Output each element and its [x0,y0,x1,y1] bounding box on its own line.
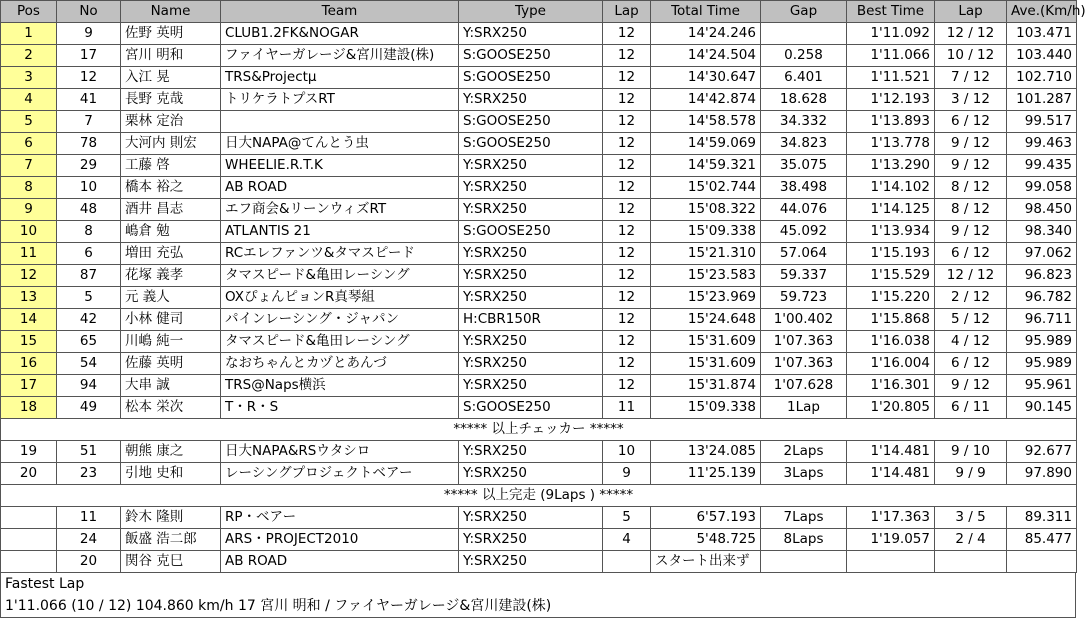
cell-ave: 96.711 [1007,309,1077,331]
cell-total: 14'59.321 [651,155,761,177]
cell-ave: 99.463 [1007,133,1077,155]
cell-ave: 102.710 [1007,67,1077,89]
cell-best: 1'13.778 [847,133,935,155]
cell-no: 65 [57,331,121,353]
cell-blap: 6 / 12 [935,111,1007,133]
cell-no: 5 [57,287,121,309]
cell-no: 24 [57,529,121,551]
cell-team: AB ROAD [221,177,459,199]
cell-no: 94 [57,375,121,397]
cell-ave: 95.961 [1007,375,1077,397]
cell-name: 佐藤 英明 [121,353,221,375]
cell-best: 1'15.193 [847,243,935,265]
cell-lap: 12 [603,287,651,309]
cell-total: 15'21.310 [651,243,761,265]
column-header: Name [121,1,221,23]
cell-pos: 19 [1,441,57,463]
cell-blap: 9 / 12 [935,155,1007,177]
cell-type: Y:SRX250 [459,331,603,353]
table-row [1,265,1077,287]
table-row [1,89,1077,111]
cell-type: Y:SRX250 [459,463,603,485]
cell-team: 日大NAPA@てんとう虫 [221,133,459,155]
cell-best: 1'19.057 [847,529,935,551]
cell-ave: 103.471 [1007,23,1077,45]
cell-blap: 9 / 12 [935,133,1007,155]
cell-name: 長野 克哉 [121,89,221,111]
cell-pos: 18 [1,397,57,419]
cell-pos: 2 [1,45,57,67]
cell-total: 13'24.085 [651,441,761,463]
cell-lap: 12 [603,23,651,45]
cell-team [221,111,459,133]
table-row [1,309,1077,331]
cell-pos: 8 [1,177,57,199]
cell-ave: 101.287 [1007,89,1077,111]
cell-best: 1'20.805 [847,397,935,419]
cell-blap [935,551,1007,573]
cell-pos [1,551,57,573]
cell-name: 朝熊 康之 [121,441,221,463]
cell-team: OXぴょんピョンR真琴組 [221,287,459,309]
cell-gap: 3Laps [761,463,847,485]
cell-pos: 10 [1,221,57,243]
cell-no: 11 [57,507,121,529]
cell-type: Y:SRX250 [459,23,603,45]
cell-ave: 103.440 [1007,45,1077,67]
cell-no: 9 [57,23,121,45]
cell-lap: 12 [603,309,651,331]
cell-blap: 3 / 5 [935,507,1007,529]
cell-no: 20 [57,551,121,573]
cell-lap: 12 [603,45,651,67]
cell-ave: 95.989 [1007,353,1077,375]
cell-type: S:GOOSE250 [459,45,603,67]
cell-blap: 9 / 9 [935,463,1007,485]
cell-total: 14'59.069 [651,133,761,155]
cell-no: 42 [57,309,121,331]
cell-ave: 97.062 [1007,243,1077,265]
cell-total: 15'09.338 [651,397,761,419]
cell-team: トリケラトプスRT [221,89,459,111]
cell-best: 1'17.363 [847,507,935,529]
cell-total: 11'25.139 [651,463,761,485]
cell-pos: 17 [1,375,57,397]
cell-gap: 1'00.402 [761,309,847,331]
column-header: No [57,1,121,23]
cell-name: 橋本 裕之 [121,177,221,199]
cell-gap: 6.401 [761,67,847,89]
cell-total: 14'58.578 [651,111,761,133]
cell-name: 入江 晃 [121,67,221,89]
table-row [1,67,1077,89]
table-row [1,507,1077,529]
cell-type: Y:SRX250 [459,375,603,397]
cell-total: 15'24.648 [651,309,761,331]
cell-no: 10 [57,177,121,199]
cell-gap: 18.628 [761,89,847,111]
cell-name: 栗林 定治 [121,111,221,133]
cell-name: 佐野 英明 [121,23,221,45]
cell-name: 花塚 義孝 [121,265,221,287]
cell-type: Y:SRX250 [459,243,603,265]
cell-lap: 12 [603,111,651,133]
cell-best: 1'11.066 [847,45,935,67]
cell-blap: 2 / 4 [935,529,1007,551]
cell-lap: 12 [603,265,651,287]
cell-blap: 12 / 12 [935,23,1007,45]
cell-pos: 3 [1,67,57,89]
cell-total: 15'31.874 [651,375,761,397]
cell-type: H:CBR150R [459,309,603,331]
cell-team: 日大NAPA&RSウタシロ [221,441,459,463]
separator-row [1,419,1077,441]
cell-blap: 8 / 12 [935,177,1007,199]
cell-gap: 1Lap [761,397,847,419]
cell-blap: 12 / 12 [935,265,1007,287]
cell-ave: 98.340 [1007,221,1077,243]
cell-blap: 5 / 12 [935,309,1007,331]
column-header: Type [459,1,603,23]
cell-gap: 38.498 [761,177,847,199]
cell-no: 17 [57,45,121,67]
table-row [1,177,1077,199]
cell-total: 14'30.647 [651,67,761,89]
cell-blap: 3 / 12 [935,89,1007,111]
cell-ave: 92.677 [1007,441,1077,463]
cell-gap [761,23,847,45]
cell-no: 87 [57,265,121,287]
cell-pos: 5 [1,111,57,133]
cell-no: 49 [57,397,121,419]
cell-type: Y:SRX250 [459,177,603,199]
cell-best: 1'12.193 [847,89,935,111]
cell-name: 大串 誠 [121,375,221,397]
cell-total: 15'31.609 [651,331,761,353]
cell-name: 宮川 明和 [121,45,221,67]
cell-ave: 96.782 [1007,287,1077,309]
cell-type: Y:SRX250 [459,155,603,177]
cell-no: 54 [57,353,121,375]
cell-team: TRS@Naps横浜 [221,375,459,397]
cell-team: AB ROAD [221,551,459,573]
cell-gap: 59.723 [761,287,847,309]
cell-best: 1'14.102 [847,177,935,199]
cell-gap: 34.823 [761,133,847,155]
table-row [1,23,1077,45]
cell-type: S:GOOSE250 [459,111,603,133]
cell-name: 川嶋 純一 [121,331,221,353]
cell-no: 41 [57,89,121,111]
cell-ave: 99.435 [1007,155,1077,177]
cell-no: 7 [57,111,121,133]
cell-name: 酒井 昌志 [121,199,221,221]
cell-pos: 14 [1,309,57,331]
cell-total: 15'23.969 [651,287,761,309]
column-header: Lap [935,1,1007,23]
cell-ave: 85.477 [1007,529,1077,551]
cell-blap: 8 / 12 [935,199,1007,221]
cell-type: Y:SRX250 [459,89,603,111]
table-row [1,529,1077,551]
cell-total: 15'09.338 [651,221,761,243]
cell-team: ARS・PROJECT2010 [221,529,459,551]
cell-total: 15'02.744 [651,177,761,199]
cell-best: 1'11.092 [847,23,935,45]
cell-lap: 12 [603,199,651,221]
cell-gap: 34.332 [761,111,847,133]
cell-total: 15'31.609 [651,353,761,375]
cell-pos: 11 [1,243,57,265]
cell-pos [1,507,57,529]
cell-name: 増田 充弘 [121,243,221,265]
cell-total: 15'08.322 [651,199,761,221]
cell-team: タマスピード&亀田レーシング [221,331,459,353]
cell-pos: 6 [1,133,57,155]
cell-total: スタート出来ず [651,551,761,573]
cell-name: 元 義人 [121,287,221,309]
cell-gap: 45.092 [761,221,847,243]
cell-best [847,551,935,573]
cell-blap: 6 / 12 [935,353,1007,375]
cell-lap: 10 [603,441,651,463]
cell-ave: 99.058 [1007,177,1077,199]
cell-team: WHEELIE.R.T.K [221,155,459,177]
table-row [1,133,1077,155]
table-row [1,221,1077,243]
cell-pos: 16 [1,353,57,375]
separator-row [1,485,1077,507]
cell-best: 1'16.038 [847,331,935,353]
cell-best: 1'13.934 [847,221,935,243]
cell-no: 12 [57,67,121,89]
cell-best: 1'16.004 [847,353,935,375]
cell-gap: 7Laps [761,507,847,529]
cell-type: Y:SRX250 [459,529,603,551]
cell-lap [603,551,651,573]
cell-ave: 96.823 [1007,265,1077,287]
table-row [1,463,1077,485]
cell-pos: 7 [1,155,57,177]
column-header: Best Time [847,1,935,23]
cell-name: 嶋倉 勉 [121,221,221,243]
cell-gap: 35.075 [761,155,847,177]
cell-team: TRS&Projectμ [221,67,459,89]
cell-best: 1'16.301 [847,375,935,397]
cell-gap: 2Laps [761,441,847,463]
results-body [1,23,1077,573]
table-row [1,353,1077,375]
cell-pos: 15 [1,331,57,353]
cell-pos: 20 [1,463,57,485]
cell-team: パインレーシング・ジャパン [221,309,459,331]
cell-team: T・R・S [221,397,459,419]
cell-lap: 4 [603,529,651,551]
cell-name: 小林 健司 [121,309,221,331]
cell-gap: 59.337 [761,265,847,287]
cell-gap: 1'07.363 [761,353,847,375]
cell-best: 1'15.868 [847,309,935,331]
cell-gap: 8Laps [761,529,847,551]
cell-ave: 90.145 [1007,397,1077,419]
cell-blap: 2 / 12 [935,287,1007,309]
cell-lap: 12 [603,133,651,155]
cell-no: 78 [57,133,121,155]
table-row [1,441,1077,463]
cell-blap: 6 / 11 [935,397,1007,419]
cell-total: 14'24.246 [651,23,761,45]
header-row [1,1,1077,23]
cell-best: 1'15.220 [847,287,935,309]
table-row [1,551,1077,573]
cell-blap: 4 / 12 [935,331,1007,353]
cell-blap: 7 / 12 [935,67,1007,89]
cell-ave: 99.517 [1007,111,1077,133]
cell-type: Y:SRX250 [459,287,603,309]
cell-gap: 0.258 [761,45,847,67]
column-header: Lap [603,1,651,23]
cell-best: 1'14.125 [847,199,935,221]
cell-name: 飯盛 浩二郎 [121,529,221,551]
cell-type: S:GOOSE250 [459,67,603,89]
cell-pos: 1 [1,23,57,45]
cell-best: 1'15.529 [847,265,935,287]
cell-team: RP・ベアー [221,507,459,529]
cell-lap: 12 [603,221,651,243]
cell-total: 6'57.193 [651,507,761,529]
table-row [1,243,1077,265]
separator-text: ***** 以上チェッカー ***** [1,419,1077,441]
cell-gap: 1'07.628 [761,375,847,397]
cell-no: 29 [57,155,121,177]
cell-pos [1,529,57,551]
cell-team: レーシングプロジェクトベアー [221,463,459,485]
cell-best: 1'13.290 [847,155,935,177]
cell-type: Y:SRX250 [459,507,603,529]
cell-lap: 12 [603,243,651,265]
cell-type: Y:SRX250 [459,353,603,375]
cell-type: S:GOOSE250 [459,133,603,155]
cell-type: S:GOOSE250 [459,397,603,419]
cell-name: 工藤 啓 [121,155,221,177]
cell-lap: 12 [603,155,651,177]
table-row [1,45,1077,67]
separator-text: ***** 以上完走 (9Laps ) ***** [1,485,1077,507]
cell-no: 6 [57,243,121,265]
cell-pos: 4 [1,89,57,111]
column-header: Pos [1,1,57,23]
cell-lap: 12 [603,353,651,375]
table-row [1,397,1077,419]
cell-pos: 9 [1,199,57,221]
cell-name: 鈴木 隆則 [121,507,221,529]
cell-gap [761,551,847,573]
cell-gap: 44.076 [761,199,847,221]
fastest-lap-detail: 1'11.066 (10 / 12) 104.860 km/h 17 宮川 明和 / ファイヤーガレージ&宮川建設(株) [5,598,552,614]
cell-blap: 9 / 12 [935,375,1007,397]
cell-best: 1'14.481 [847,463,935,485]
cell-team: ATLANTIS 21 [221,221,459,243]
cell-best: 1'14.481 [847,441,935,463]
cell-blap: 10 / 12 [935,45,1007,67]
cell-pos: 12 [1,265,57,287]
cell-team: RCエレファンツ&タマスピード [221,243,459,265]
cell-name: 関谷 克巳 [121,551,221,573]
cell-ave: 98.450 [1007,199,1077,221]
cell-lap: 12 [603,67,651,89]
column-header: Team [221,1,459,23]
cell-best: 1'11.521 [847,67,935,89]
table-row [1,331,1077,353]
cell-ave: 95.989 [1007,331,1077,353]
cell-lap: 12 [603,331,651,353]
table-row [1,111,1077,133]
cell-ave [1007,551,1077,573]
cell-team: CLUB1.2FK&NOGAR [221,23,459,45]
cell-team: ファイヤーガレージ&宮川建設(株) [221,45,459,67]
cell-team: なおちゃんとカヅとあんづ [221,353,459,375]
cell-type: Y:SRX250 [459,265,603,287]
cell-lap: 12 [603,89,651,111]
cell-blap: 9 / 12 [935,221,1007,243]
cell-name: 松本 栄次 [121,397,221,419]
cell-type: Y:SRX250 [459,441,603,463]
column-header: Total Time [651,1,761,23]
cell-total: 15'23.583 [651,265,761,287]
cell-blap: 9 / 10 [935,441,1007,463]
table-row [1,375,1077,397]
cell-lap: 12 [603,375,651,397]
cell-gap: 57.064 [761,243,847,265]
cell-lap: 5 [603,507,651,529]
column-header: Gap [761,1,847,23]
cell-ave: 97.890 [1007,463,1077,485]
table-row [1,199,1077,221]
cell-type: S:GOOSE250 [459,221,603,243]
cell-name: 大河内 則宏 [121,133,221,155]
cell-total: 5'48.725 [651,529,761,551]
cell-no: 51 [57,441,121,463]
cell-gap: 1'07.363 [761,331,847,353]
fastest-lap-label: Fastest Lap [5,576,85,592]
cell-lap: 11 [603,397,651,419]
table-row [1,155,1077,177]
cell-blap: 6 / 12 [935,243,1007,265]
cell-total: 14'24.504 [651,45,761,67]
cell-pos: 13 [1,287,57,309]
cell-lap: 12 [603,177,651,199]
cell-type: Y:SRX250 [459,199,603,221]
table-row [1,287,1077,309]
cell-team: タマスピード&亀田レーシング [221,265,459,287]
cell-type: Y:SRX250 [459,551,603,573]
cell-no: 8 [57,221,121,243]
cell-team: エフ商会&リーンウィズRT [221,199,459,221]
cell-name: 引地 史和 [121,463,221,485]
cell-ave: 89.311 [1007,507,1077,529]
fastest-lap-box [0,573,1076,618]
cell-total: 14'42.874 [651,89,761,111]
cell-best: 1'13.893 [847,111,935,133]
cell-no: 48 [57,199,121,221]
cell-lap: 9 [603,463,651,485]
cell-no: 23 [57,463,121,485]
column-header: Ave.(Km/h) [1007,1,1077,23]
